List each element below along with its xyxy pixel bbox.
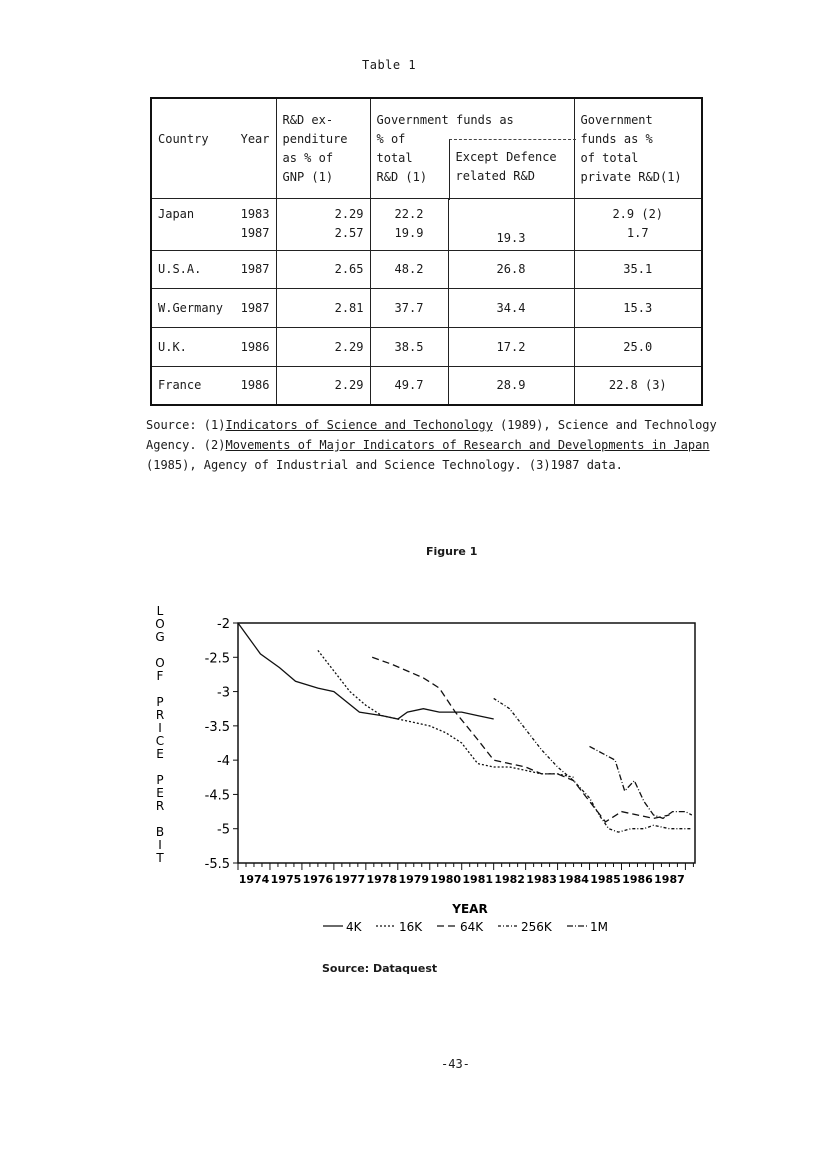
y-tick-label: -3 — [217, 685, 230, 701]
source-text: (1989), Science and Technology Agency. (2) — [146, 418, 717, 452]
x-tick-label: 1975 — [270, 873, 302, 886]
x-tick-label: 1984 — [558, 873, 589, 886]
x-tick-label: 1985 — [590, 873, 621, 886]
table-row — [151, 327, 702, 366]
cell-except-defence — [448, 198, 574, 250]
figure-title: Figure 1 — [426, 545, 478, 558]
cell-except-defence: 17.2 — [448, 327, 574, 366]
header-gov-funds — [370, 98, 574, 198]
x-axis-ticks — [238, 863, 693, 886]
series-lines — [238, 623, 692, 832]
cell-country: Japan — [158, 207, 195, 221]
y-axis-label-letter: C — [155, 734, 165, 748]
y-tick-label: -2.5 — [204, 651, 230, 667]
table-row — [151, 366, 702, 405]
cell-gov-private: 22.8 (3) — [574, 366, 702, 405]
y-axis-label-letter: E — [156, 747, 164, 761]
table-row — [151, 198, 702, 250]
cell-rd-gnp: 2.65 — [276, 250, 370, 288]
cell-country-year — [151, 288, 276, 327]
header-year: Year — [240, 132, 270, 146]
cell-year: 1987 — [240, 226, 270, 240]
y-tick-label: -5 — [217, 822, 230, 838]
y-axis-label-letter: F — [156, 669, 164, 683]
header-rd-gnp-line: as % of — [282, 151, 334, 165]
x-tick-label: 1987 — [654, 873, 685, 886]
x-tick-label: 1986 — [622, 873, 653, 886]
cell-except-defence: 34.4 — [448, 288, 574, 327]
table-title: Table 1 — [362, 58, 417, 72]
source-reference-title: Movements of Major Indicators of Research and Developments in Japan — [225, 438, 710, 452]
cell-value: 22.2 — [394, 207, 424, 221]
plot-frame — [238, 623, 695, 863]
header-gov-total-line: total — [376, 151, 413, 165]
cell-country: France — [158, 378, 202, 393]
x-axis-label: YEAR — [452, 902, 488, 916]
header-rd-gnp-line: R&D ex- — [282, 113, 334, 127]
header-except-defence — [449, 139, 576, 200]
header-except-defence-line: Except Defence — [455, 150, 557, 164]
header-rd-gnp-line: GNP (1) — [282, 170, 334, 184]
cell-country: U.S.A. — [158, 262, 202, 276]
cell-value: 2.9 (2) — [612, 207, 664, 221]
cell-gov-total: 37.7 — [370, 288, 448, 327]
cell-gov-total: 49.7 — [370, 366, 448, 405]
y-axis-label-letter: O — [155, 617, 165, 631]
y-tick-label: -3.5 — [204, 719, 230, 735]
y-tick-label: -4 — [217, 754, 230, 770]
cell-except-defence: 26.8 — [448, 250, 574, 288]
header-rd-gnp — [276, 98, 370, 198]
source-text: Source: (1) — [146, 418, 226, 432]
cell-value: 2.57 — [334, 226, 364, 240]
cell-country-year — [151, 366, 276, 405]
cell-year: 1986 — [240, 339, 270, 354]
header-rd-gnp-line: penditure — [282, 132, 348, 146]
y-axis-label-letter: P — [156, 773, 164, 787]
cell-year: 1987 — [240, 300, 270, 315]
cell-gov-total — [370, 198, 448, 250]
legend-label: 1M — [590, 920, 608, 934]
page-number: -43- — [441, 1057, 470, 1071]
cell-country-year — [151, 327, 276, 366]
table-row — [151, 288, 702, 327]
y-tick-label: -2 — [217, 617, 230, 632]
header-gov-funds-label: Government funds as — [376, 113, 514, 127]
header-gov-private-line: of total — [580, 151, 639, 165]
header-country: Country — [158, 132, 209, 146]
y-axis-label-letter: E — [156, 786, 164, 800]
cell-rd-gnp: 2.29 — [276, 366, 370, 405]
header-country-year — [151, 98, 276, 198]
cell-value: 1.7 — [626, 226, 649, 240]
x-tick-label: 1978 — [366, 873, 398, 886]
series-line-16k — [318, 650, 574, 777]
cell-country: U.K. — [158, 339, 187, 354]
cell-rd-gnp — [276, 198, 370, 250]
cell-gov-private: 15.3 — [574, 288, 702, 327]
series-line-1m — [590, 746, 692, 818]
x-tick-label: 1980 — [430, 873, 462, 886]
y-axis-label-letter: R — [155, 799, 165, 813]
cell-value: 19.3 — [496, 230, 526, 245]
series-line-64k — [372, 657, 669, 822]
legend-label: 16K — [399, 920, 423, 934]
y-axis-label-letter: I — [158, 838, 162, 852]
cell-rd-gnp: 2.29 — [276, 327, 370, 366]
price-per-bit-chart — [140, 595, 720, 945]
y-axis-label-letter: G — [155, 630, 165, 644]
y-axis-label-letter: I — [158, 721, 162, 735]
cell-year: 1986 — [240, 378, 270, 393]
cell-gov-private: 25.0 — [574, 327, 702, 366]
y-axis-label-letter: T — [156, 851, 164, 865]
y-axis-label-letter: O — [155, 656, 165, 670]
cell-gov-private — [574, 198, 702, 250]
x-tick-label: 1981 — [462, 873, 494, 886]
x-tick-label: 1976 — [302, 873, 334, 886]
cell-gov-total: 48.2 — [370, 250, 448, 288]
cell-except-defence: 28.9 — [448, 366, 574, 405]
cell-value: 2.29 — [334, 207, 364, 221]
cell-year: 1987 — [240, 262, 270, 276]
cell-country-year — [151, 198, 276, 250]
cell-gov-private: 35.1 — [574, 250, 702, 288]
x-tick-label: 1977 — [334, 873, 366, 886]
table-header-row — [151, 98, 702, 198]
legend-label: 64K — [460, 920, 484, 934]
y-axis-ticks — [205, 617, 238, 872]
header-gov-private-line: Government — [580, 113, 653, 127]
series-line-256k — [494, 698, 692, 832]
header-gov-private-line: private R&D(1) — [580, 170, 682, 184]
x-tick-label: 1974 — [238, 873, 270, 886]
header-gov-private-line: funds as % — [580, 132, 653, 146]
cell-year: 1983 — [240, 207, 270, 221]
header-except-defence-line: related R&D — [455, 169, 535, 183]
header-gov-total-line: % of — [376, 132, 406, 146]
y-axis-label-letter: P — [156, 695, 164, 709]
cell-gov-total: 38.5 — [370, 327, 448, 366]
x-tick-label: 1979 — [398, 873, 430, 886]
legend-label: 256K — [521, 920, 552, 934]
x-tick-label: 1982 — [494, 873, 525, 886]
x-tick-label: 1983 — [526, 873, 557, 886]
y-tick-label: -4.5 — [204, 788, 230, 804]
y-axis-label-letter: L — [156, 604, 164, 618]
cell-value: 19.9 — [394, 226, 424, 240]
cell-rd-gnp: 2.81 — [276, 288, 370, 327]
figure-source: Source: Dataquest — [322, 962, 438, 975]
y-axis-label — [155, 604, 164, 865]
header-gov-total — [377, 130, 428, 187]
header-gov-private — [574, 98, 702, 198]
chart-legend — [323, 920, 608, 934]
source-text: (1985), Agency of Industrial and Science Technology. (3)1987 data. — [146, 458, 623, 472]
y-tick-label: -5.5 — [204, 857, 230, 872]
rd-table — [150, 97, 703, 406]
source-reference-title: Indicators of Science and Techonology — [225, 418, 493, 432]
cell-country: W.Germany — [158, 300, 224, 315]
table-source-note — [146, 415, 736, 475]
header-gov-total-line: R&D (1) — [376, 170, 428, 184]
cell-country-year — [151, 250, 276, 288]
y-axis-label-letter: R — [155, 708, 165, 722]
legend-label: 4K — [346, 920, 362, 934]
y-axis-label-letter: B — [155, 825, 165, 839]
table-row — [151, 250, 702, 288]
